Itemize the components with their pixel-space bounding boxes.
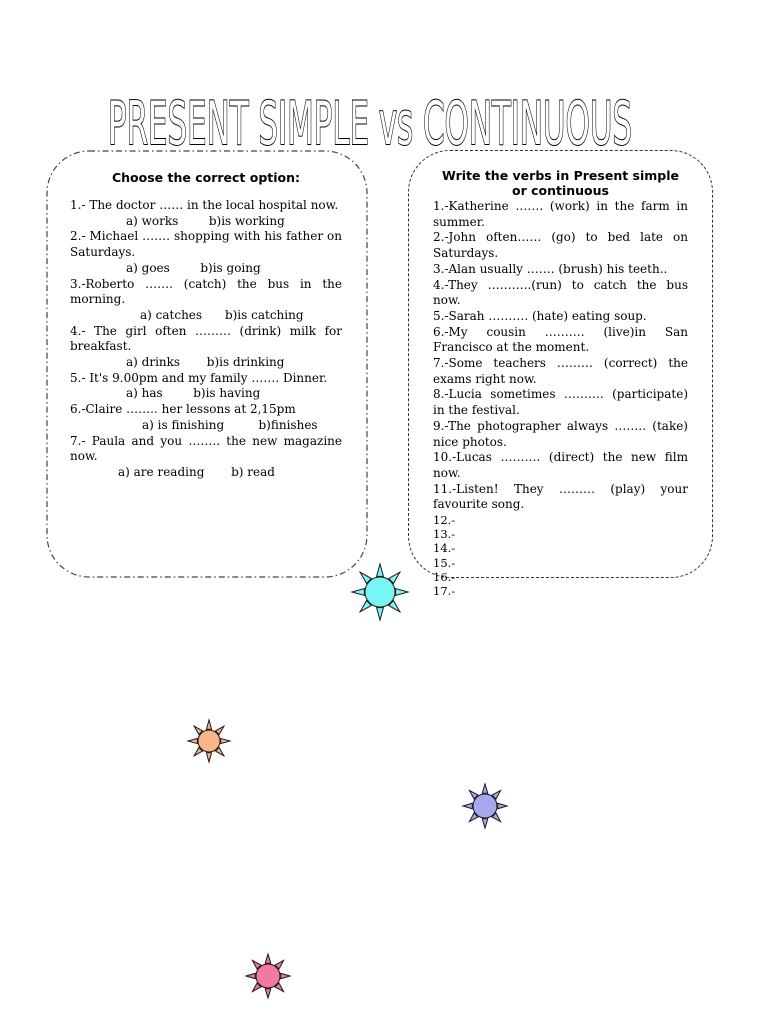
- sun-purple-ray: [482, 784, 488, 793]
- choose-option-heading: Choose the correct option:: [111, 170, 301, 185]
- question-4: 4.- The girl often ……… (drink) milk for breakfast.: [70, 323, 342, 354]
- blank-line-16: 16.-: [433, 569, 456, 584]
- sun-pink-disc: [256, 964, 280, 988]
- sun-pink-ray: [281, 973, 290, 979]
- sun-cyan-icon: [350, 562, 410, 622]
- question-5-options: a) has b)is having: [126, 386, 261, 401]
- exercise-4: 4.-They ………..(run) to catch the bus now.: [433, 277, 688, 308]
- question-3: 3.-Roberto ……. (catch) the bus in the morning.: [70, 276, 342, 307]
- write-verbs-heading: Write the verbs in Present simple or continuous: [442, 168, 679, 198]
- sun-cyan-disc: [365, 577, 395, 607]
- sun-orange-ray: [188, 738, 197, 743]
- sun-cyan-ray: [377, 608, 384, 620]
- choose-option-box: [46, 150, 368, 578]
- question-6-options: a) is finishing b)finishes: [142, 417, 318, 432]
- title-text: PRESENT SIMPLE vs CONTINUOUS: [108, 89, 632, 156]
- question-3-options: a) catches b)is catching: [140, 307, 304, 322]
- blank-line-13: 13.-: [433, 527, 456, 542]
- exercise-5: 5.-Sarah ………. (hate) eating soup.: [433, 308, 647, 323]
- sun-pink-ray: [246, 973, 255, 979]
- exercise-10: 10.-Lucas ………. (direct) the new film now.: [433, 450, 688, 480]
- sun-purple-ray: [498, 803, 507, 809]
- question-2-options: a) goes b)is going: [126, 260, 261, 275]
- sun-orange-icon: [186, 718, 232, 764]
- worksheet-title: [100, 78, 640, 156]
- exercise-6: 6.-My cousin ………. (live)in San Francisco at the moment.: [433, 324, 688, 355]
- sun-orange-ray: [206, 753, 211, 762]
- question-2: 2.- Michael ……. shopping with his father on Saturdays.: [70, 229, 342, 260]
- sun-cyan-ray: [396, 589, 408, 596]
- sun-cyan-ray: [377, 564, 384, 576]
- sun-pink-icon: [244, 952, 292, 1000]
- write-verbs-box: [408, 150, 713, 599]
- exercise-8: 8.-Lucia sometimes ………. (participate) in the festival.: [433, 387, 688, 418]
- question-7-options: a) are reading b) read: [118, 464, 275, 479]
- sun-orange-ray: [221, 738, 230, 743]
- exercise-7: 7.-Some teachers ……… (correct) the exams right now.: [433, 356, 688, 386]
- blank-line-15: 15.-: [433, 555, 456, 570]
- sun-cyan-ray: [352, 589, 364, 596]
- sun-orange-ray: [206, 720, 211, 729]
- sun-pink-ray: [265, 989, 271, 998]
- exercise-11: 11.-Listen! They ……… (play) your favourite song.: [433, 481, 688, 512]
- blank-line-12: 12.-: [433, 513, 456, 528]
- blank-line-14: 14.-: [433, 541, 456, 556]
- sun-purple-disc: [473, 794, 497, 818]
- question-1: 1.- The doctor …… in the local hospital now.: [70, 198, 339, 212]
- question-1-options: a) works b)is working: [126, 213, 285, 228]
- exercise-9: 9.-The photographer always …….. (take) nice photos.: [433, 418, 688, 449]
- question-4-options: a) drinks b)is drinking: [126, 355, 285, 370]
- blank-line-17: 17.-: [433, 584, 456, 599]
- question-6: 6.-Claire …….. her lessons at 2,15pm: [70, 402, 296, 417]
- sun-orange-disc: [198, 730, 220, 752]
- exercise-3: 3.-Alan usually ……. (brush) his teeth..: [433, 261, 668, 276]
- exercise-2: 2.-John often…… (go) to bed late on Saturdays.: [433, 230, 688, 261]
- exercise-1: 1.-Katherine ……. (work) in the farm in summer.: [433, 199, 688, 229]
- sun-purple-ray: [463, 803, 472, 809]
- sun-purple-icon: [461, 782, 509, 830]
- question-5: 5.- It's 9.00pm and my family ……. Dinner.: [70, 370, 328, 385]
- sun-pink-ray: [265, 954, 271, 963]
- sun-purple-ray: [482, 819, 488, 828]
- question-7: 7.- Paula and you …….. the new magazine now.: [70, 433, 342, 464]
